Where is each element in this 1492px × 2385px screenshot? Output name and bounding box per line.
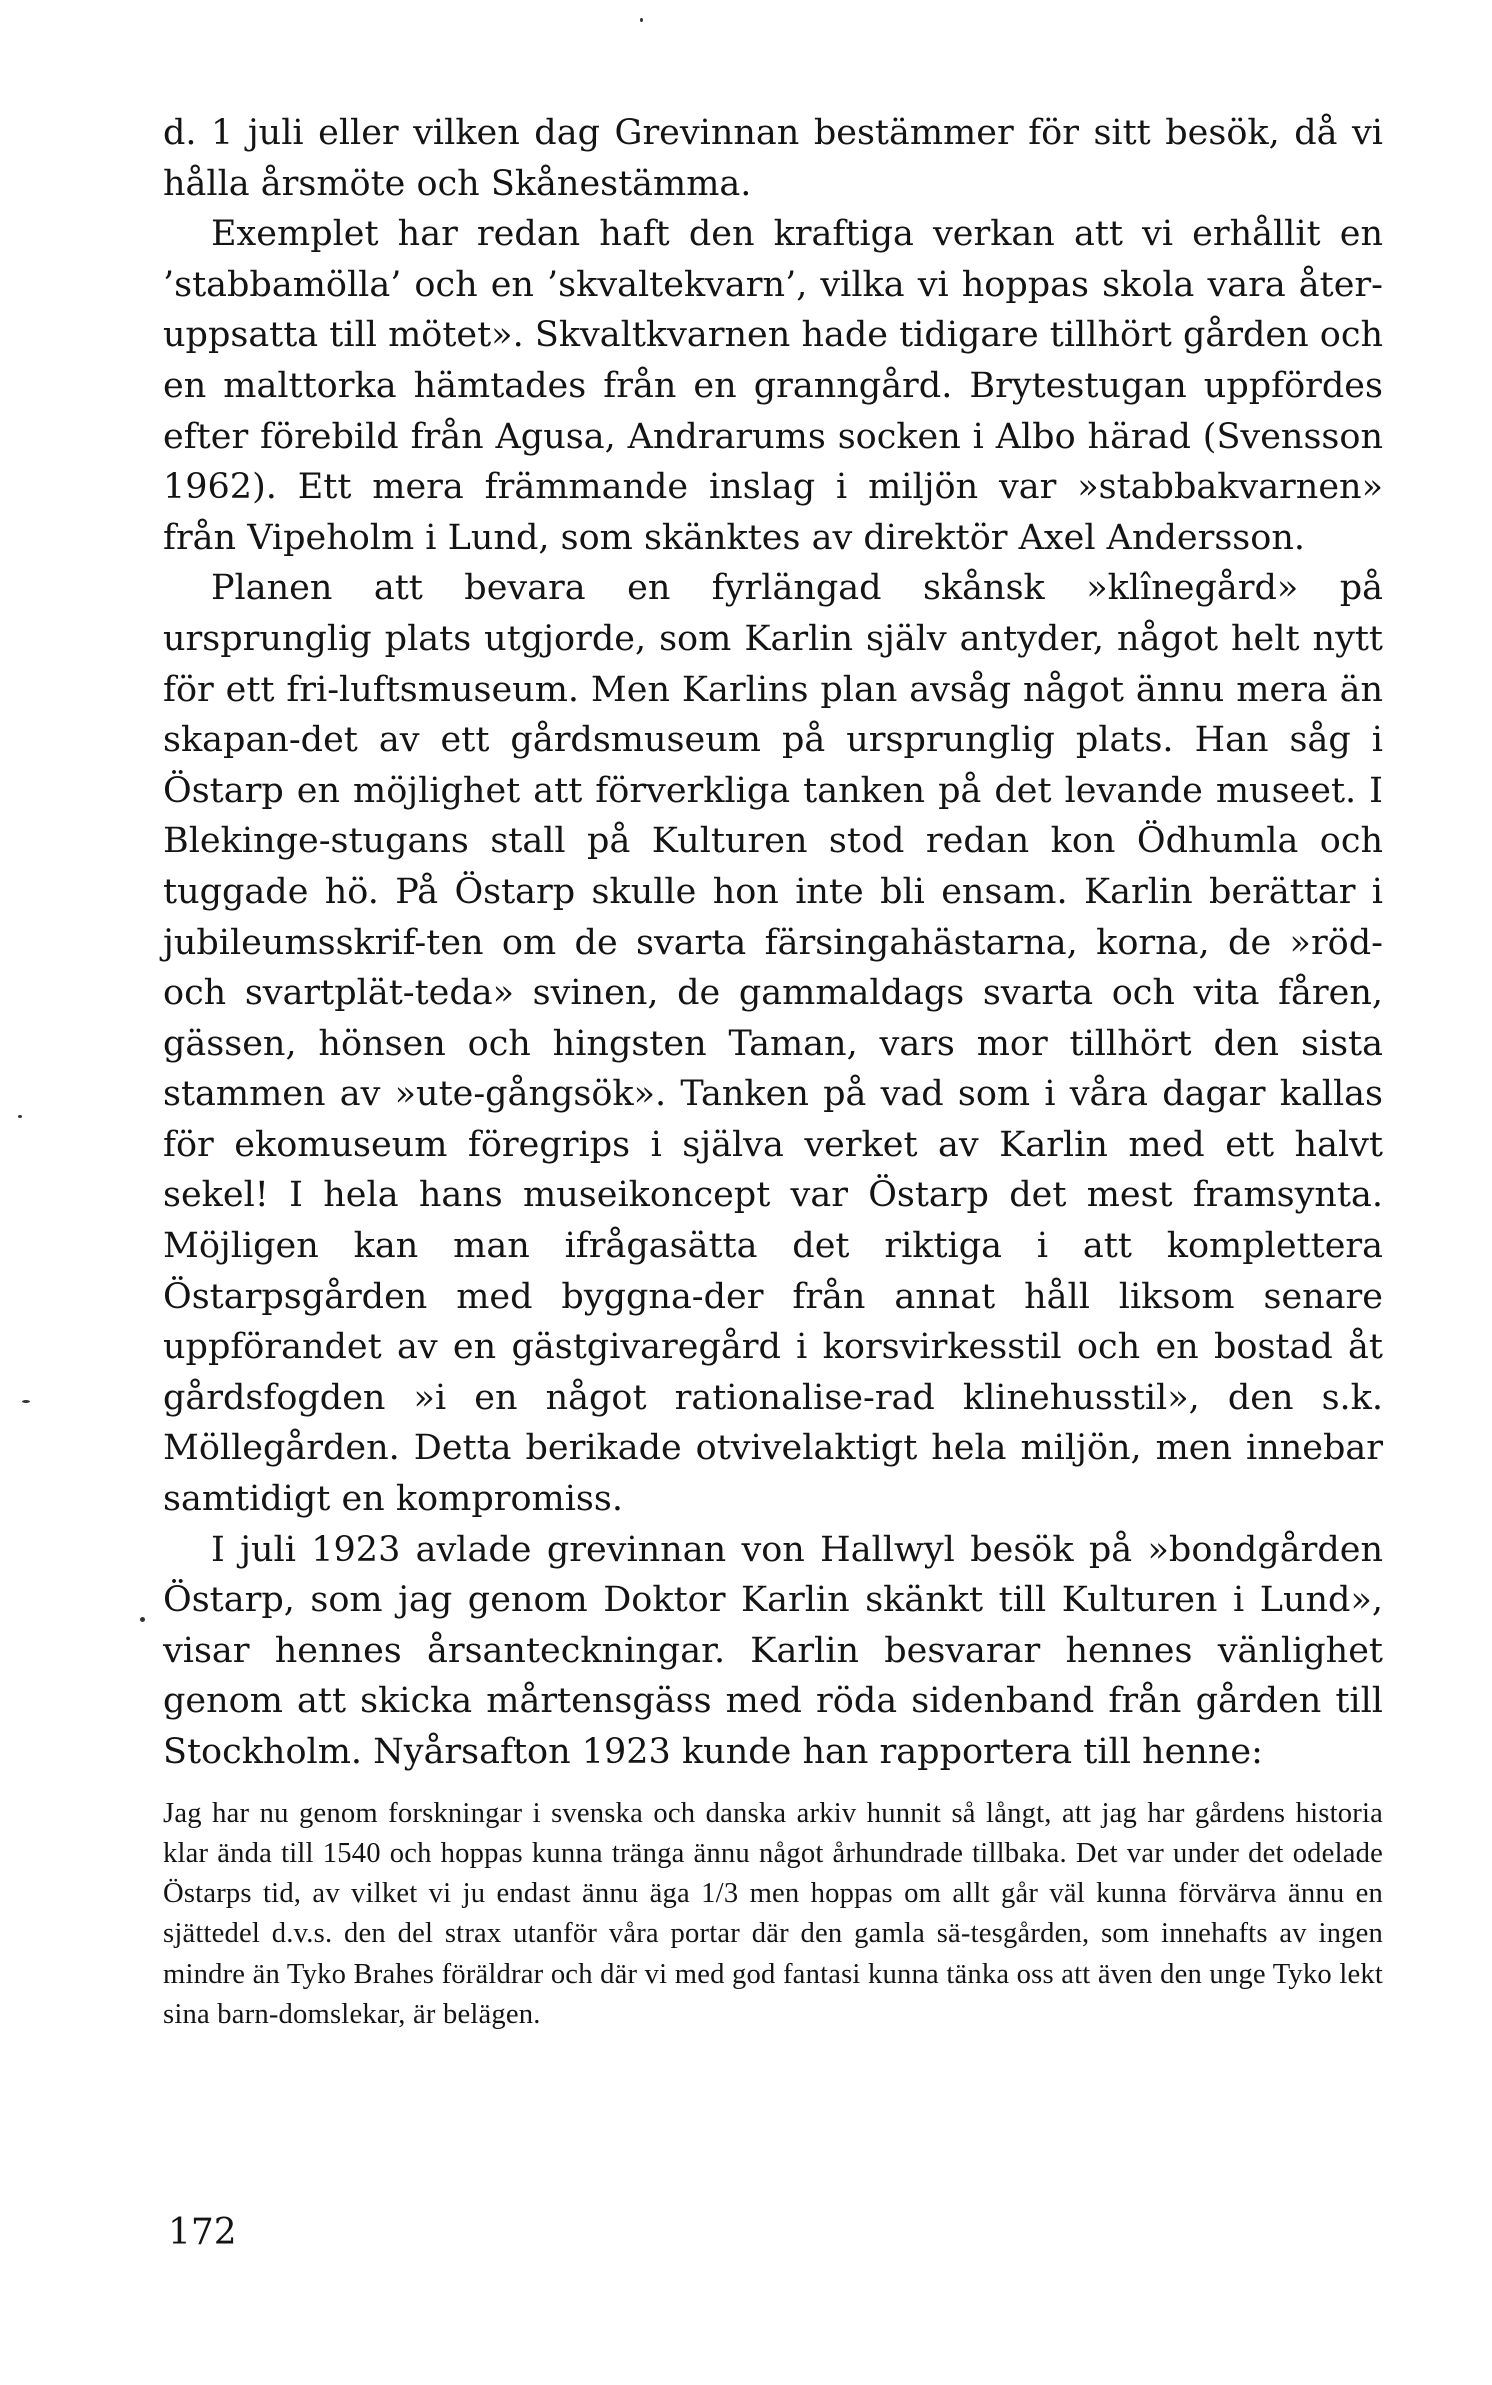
block-quote: Jag har nu genom forskningar i svenska och danska arkiv hunnit så långt, att jag har gårdens historia klar ända till 1540 och hoppas kunna tränga ännu något århundrade tillbaka. Det var under det odelade Östarps tid, av vilket vi ju endast ännu äga 1/3 men hoppas om allt går väl kunna förvärva ännu en sjättedel d.v.s. den del strax utanför våra portar där den gamla sä-tesgården, som innehafts av ingen mindre än Tyko Brahes föräldrar och där vi med god fantasi kunna tänka oss att även den unge Tyko lekt sina barn-domslekar, är belägen.: [163, 1797, 1383, 2031]
scan-speck: [22, 1400, 30, 1403]
paragraph-4: I juli 1923 avlade grevinnan von Hallwyl besök på »bondgården Östarp, som jag genom Doktor Karlin skänkt till Kulturen i Lund», visar hennes årsanteckningar. Karlin besvarar hennes vänlighet genom att skicka mårtensgäss med röda sidenband från gården till Stockholm. Nyårsafton 1923 kunde han rapportera till henne:: [163, 1529, 1383, 1772]
body-text: [163, 108, 1383, 2035]
paragraph-1: d. 1 juli eller vilken dag Grevinnan bestämmer för sitt besök, då vi hålla årsmöte och Skånestämma.: [163, 113, 1383, 204]
page-number: 172: [168, 2212, 237, 2253]
paragraph-3: Planen att bevara en fyrlängad skånsk »klînegård» på ursprunglig plats utgjorde, som Karlin själv antyder, något helt nytt för ett fri-luftsmuseum. Men Karlins plan avsåg något ännu mera än skapan-det av ett gårdsmuseum på ursprunglig plats. Han såg i Östarp en möjlighet att förverkliga tanken på det levande museet. I Blekinge-stugans stall på Kulturen stod redan kon Ödhumla och tuggade hö. På Östarp skulle hon inte bli ensam. Karlin berättar i jubileumsskrif-ten om de svarta färsingahästarna, korna, de »röd- och svartplät-teda» svinen, de gammaldags svarta och vita fåren, gässen, hönsen och hingsten Taman, vars mor tillhört den sista stammen av »ute-gångsök». Tanken på vad som i våra dagar kallas för ekomuseum föregrips i själva verket av Karlin med ett halvt sekel! I hela hans museikoncept var Östarp det mest framsynta. Möjligen kan man ifrågasätta det riktiga i att komplettera Östarpsgården med byggna-der från annat håll liksom senare uppförandet av en gästgivaregård i korsvirkesstil och en bostad åt gårdsfogden »i en något rationalise-rad klinehusstil», den s.k. Möllegården. Detta berikade otvivelaktigt hela miljön, men innebar samtidigt en kompromiss.: [163, 568, 1383, 1520]
scan-speck: [640, 18, 643, 22]
scan-speck: [18, 1115, 22, 1118]
scan-speck: [140, 1617, 145, 1622]
paragraph-2: Exemplet har redan haft den kraftiga verkan att vi erhållit en ’stabbamölla’ och en ’skvaltekvarn’, vilka vi hoppas skola vara åter-uppsatta till mötet». Skvaltkvarnen hade tidigare tillhört gården och en malttorka hämtades från en granngård. Brytestugan uppfördes efter förebild från Agusa, Andrarums socken i Albo härad (Svensson 1962). Ett mera främmande inslag i miljön var »stabbakvarnen» från Vipeholm i Lund, som skänktes av direktör Axel Andersson.: [163, 214, 1383, 558]
